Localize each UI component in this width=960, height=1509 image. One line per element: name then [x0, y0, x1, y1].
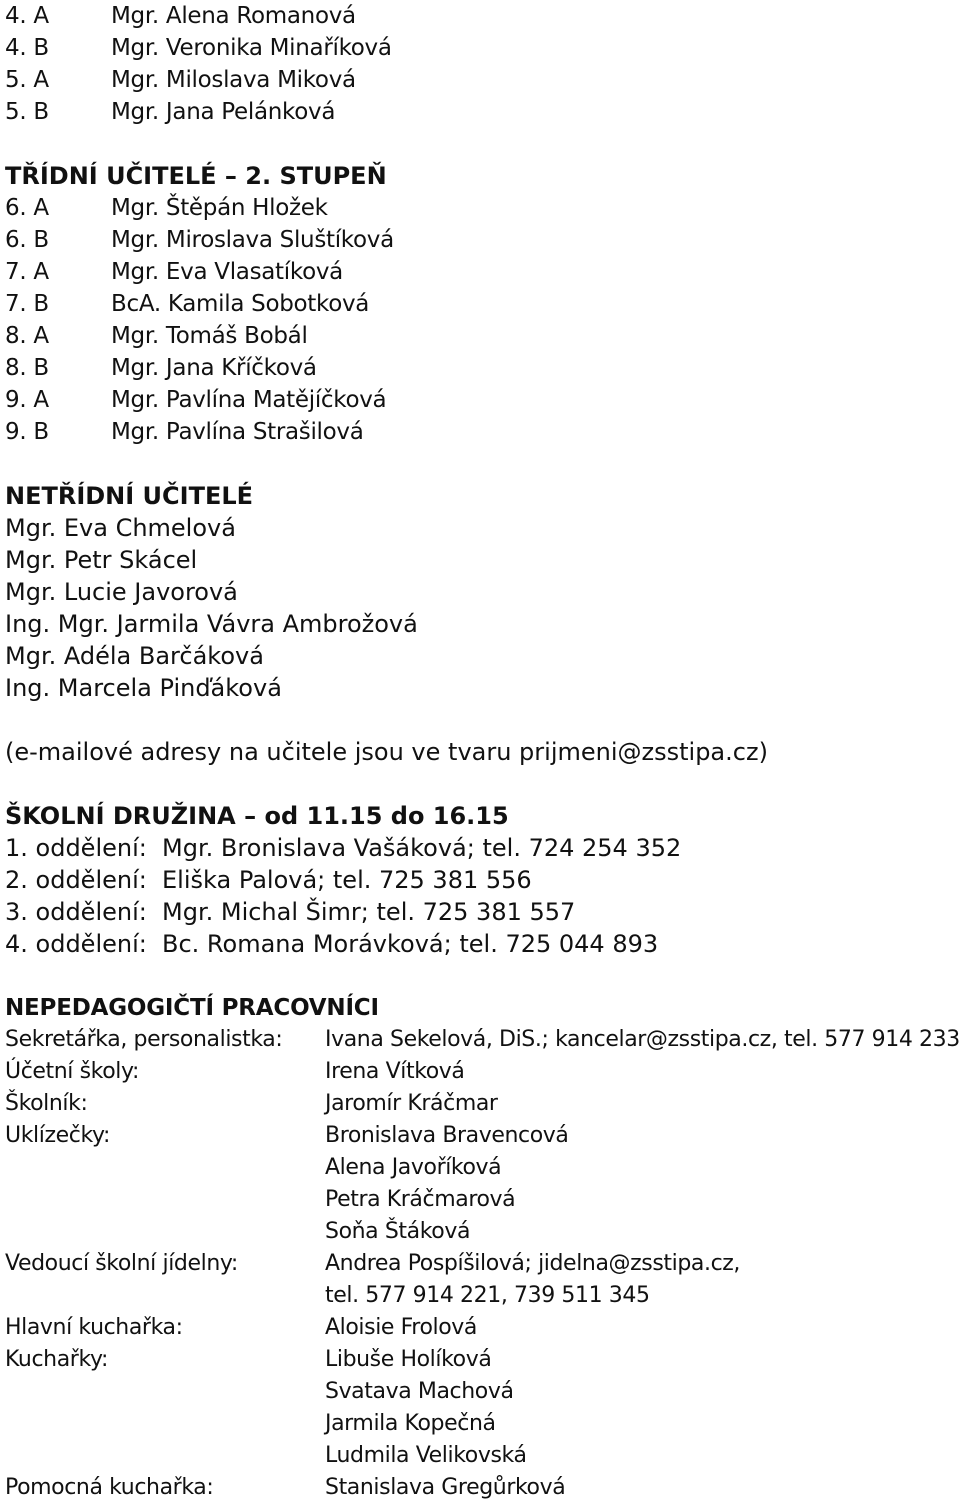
teacher-name: Mgr. Lucie Javorová — [5, 578, 238, 606]
class-label: 8. A — [5, 323, 49, 349]
school-club — [5, 800, 960, 960]
staff-row — [5, 1312, 960, 1344]
teacher-name: Mgr. Alena Romanová — [111, 3, 356, 29]
staff-row — [5, 1472, 960, 1504]
staff-row — [5, 1376, 960, 1408]
teacher-name: Ing. Mgr. Jarmila Vávra Ambrožová — [5, 610, 418, 638]
teacher-name: Mgr. Petr Skácel — [5, 546, 198, 574]
class-teacher-row — [5, 320, 960, 352]
staff-info: Petra Kráčmarová — [325, 1187, 516, 1212]
staff-row — [5, 1248, 960, 1280]
staff-info: Jaromír Kráčmar — [325, 1091, 498, 1116]
teacher-name: Mgr. Pavlína Strašilová — [111, 419, 364, 445]
staff-info: Aloisie Frolová — [325, 1315, 477, 1340]
class-teacher-row — [5, 224, 960, 256]
club-department-row — [5, 832, 960, 864]
teacher-name: Mgr. Adéla Barčáková — [5, 642, 264, 670]
teacher-name: Mgr. Eva Vlasatíková — [111, 259, 343, 285]
teacher-name: Mgr. Veronika Minaříková — [111, 35, 392, 61]
class-teacher-row — [5, 64, 960, 96]
spacer — [5, 704, 960, 736]
spacer — [5, 448, 960, 480]
class-teacher-row — [5, 256, 960, 288]
staff-row — [5, 1216, 960, 1248]
section-heading: NETŘÍDNÍ UČITELÉ — [5, 482, 254, 510]
teacher-name: Ing. Marcela Pinďáková — [5, 674, 282, 702]
class-teacher-row — [5, 384, 960, 416]
club-department-row — [5, 928, 960, 960]
class-label: 9. A — [5, 387, 49, 413]
class-label: 9. B — [5, 419, 49, 445]
section-heading: NEPEDAGOGIČTÍ PRACOVNÍCI — [5, 995, 379, 1021]
teacher-name: Mgr. Jana Pelánková — [111, 99, 336, 125]
staff-info: Svatava Machová — [325, 1379, 514, 1404]
section-heading: ŠKOLNÍ DRUŽINA – od 11.15 do 16.15 — [5, 802, 509, 830]
class-label: 6. B — [5, 227, 49, 253]
staff-row — [5, 1024, 960, 1056]
staff-info: Libuše Holíková — [325, 1347, 492, 1372]
department-label: 2. oddělení: — [5, 866, 147, 894]
teacher-name: Mgr. Miroslava Sluštíková — [111, 227, 394, 253]
staff-role: Účetní školy: — [5, 1059, 140, 1084]
teacher-name: Mgr. Jana Kříčková — [111, 355, 317, 381]
staff-row — [5, 1344, 960, 1376]
staff-info: Soňa Štáková — [325, 1219, 471, 1244]
non-teaching-staff — [5, 992, 960, 1504]
email-format-note: (e-mailové adresy na učitele jsou ve tvaru prijmeni@zsstipa.cz) — [5, 738, 768, 766]
staff-info: tel. 577 914 221, 739 511 345 — [325, 1283, 650, 1308]
department-contact: Mgr. Michal Šimr; tel. 725 381 557 — [162, 898, 576, 926]
class-label: 6. A — [5, 195, 49, 221]
class-label: 5. B — [5, 99, 49, 125]
staff-info: Andrea Pospíšilová; jidelna@zsstipa.cz, — [325, 1251, 741, 1276]
staff-role: Uklízečky: — [5, 1123, 111, 1148]
department-label: 3. oddělení: — [5, 898, 147, 926]
teacher-name: Mgr. Eva Chmelová — [5, 514, 236, 542]
staff-info: Jarmila Kopečná — [325, 1411, 496, 1436]
class-teacher-row — [5, 96, 960, 128]
staff-info: Bronislava Bravencová — [325, 1123, 569, 1148]
department-contact: Eliška Palová; tel. 725 381 556 — [162, 866, 532, 894]
department-contact: Mgr. Bronislava Vašáková; tel. 724 254 352 — [162, 834, 682, 862]
class-label: 4. A — [5, 3, 49, 29]
staff-row — [5, 1088, 960, 1120]
staff-row — [5, 1440, 960, 1472]
staff-row — [5, 1056, 960, 1088]
staff-role: Školník: — [5, 1091, 88, 1116]
class-label: 7. B — [5, 291, 49, 317]
class-teacher-row — [5, 416, 960, 448]
staff-role: Sekretářka, personalistka: — [5, 1027, 283, 1052]
staff-row — [5, 1120, 960, 1152]
staff-info: Irena Vítková — [325, 1059, 465, 1084]
class-teacher-row — [5, 288, 960, 320]
staff-directory-page — [5, 0, 960, 1504]
teacher-name: Mgr. Pavlína Matějíčková — [111, 387, 387, 413]
class-label: 7. A — [5, 259, 49, 285]
class-teacher-row — [5, 352, 960, 384]
staff-row — [5, 1184, 960, 1216]
staff-row — [5, 1280, 960, 1312]
section-heading: TŘÍDNÍ UČITELÉ – 2. STUPEŇ — [5, 162, 387, 190]
club-department-row — [5, 896, 960, 928]
staff-row — [5, 1408, 960, 1440]
non-class-teachers — [5, 480, 960, 768]
class-teacher-row — [5, 192, 960, 224]
first-stage-class-teachers — [5, 0, 960, 128]
teacher-name: BcA. Kamila Sobotková — [111, 291, 370, 317]
staff-role: Kuchařky: — [5, 1347, 109, 1372]
staff-row — [5, 1152, 960, 1184]
staff-info: Ludmila Velikovská — [325, 1443, 527, 1468]
department-label: 4. oddělení: — [5, 930, 147, 958]
staff-info: Ivana Sekelová, DiS.; kancelar@zsstipa.cz, tel. 577 914 233 — [325, 1027, 960, 1052]
staff-info: Stanislava Gregůrková — [325, 1475, 566, 1500]
teacher-name: Mgr. Štěpán Hložek — [111, 195, 328, 221]
staff-info: Alena Javoříková — [325, 1155, 502, 1180]
class-label: 5. A — [5, 67, 49, 93]
teacher-name: Mgr. Miloslava Miková — [111, 67, 356, 93]
staff-role: Vedoucí školní jídelny: — [5, 1251, 238, 1276]
class-teacher-row — [5, 0, 960, 32]
department-label: 1. oddělení: — [5, 834, 147, 862]
spacer — [5, 128, 960, 160]
staff-role: Hlavní kuchařka: — [5, 1315, 183, 1340]
class-teacher-row — [5, 32, 960, 64]
class-label: 4. B — [5, 35, 49, 61]
staff-role: Pomocná kuchařka: — [5, 1475, 214, 1500]
spacer — [5, 960, 960, 992]
second-stage-class-teachers — [5, 160, 960, 448]
department-contact: Bc. Romana Morávková; tel. 725 044 893 — [162, 930, 659, 958]
spacer — [5, 768, 960, 800]
club-department-row — [5, 864, 960, 896]
class-label: 8. B — [5, 355, 49, 381]
teacher-name: Mgr. Tomáš Bobál — [111, 323, 308, 349]
